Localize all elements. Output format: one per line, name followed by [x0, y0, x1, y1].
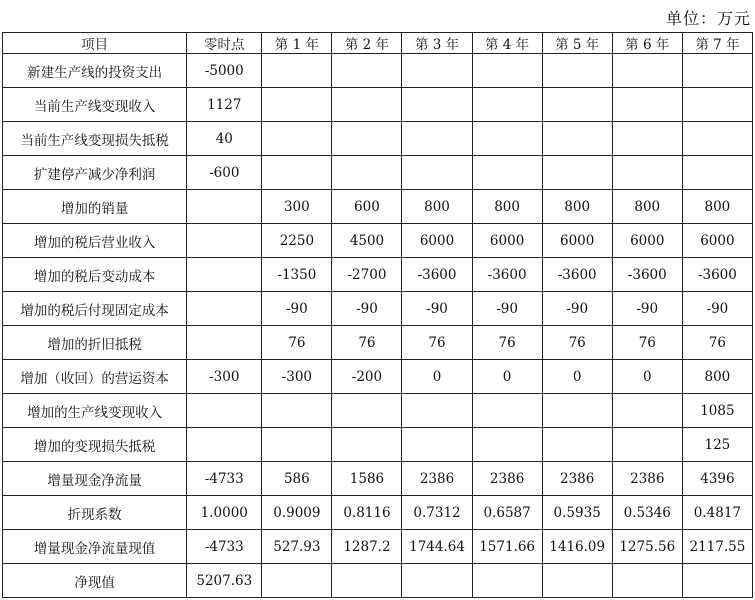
table-cell: 2386 — [542, 462, 612, 496]
table-cell: 800 — [612, 190, 682, 224]
table-cell: 800 — [402, 190, 472, 224]
table-cell: 2386 — [612, 462, 682, 496]
table-cell: -3600 — [402, 258, 472, 292]
table-row — [3, 496, 753, 530]
table-cell — [542, 394, 612, 428]
table-row — [3, 394, 753, 428]
table-cell: 76 — [542, 326, 612, 360]
row-label: 增加的折旧抵税 — [3, 326, 187, 360]
table-cell: -90 — [262, 292, 332, 326]
table-cell — [542, 88, 612, 122]
table-cell: -3600 — [542, 258, 612, 292]
table-cell: 0.9009 — [262, 496, 332, 530]
table-cell: 600 — [332, 190, 402, 224]
table-cell: 800 — [472, 190, 542, 224]
table-cell — [402, 564, 472, 598]
table-cell — [612, 428, 682, 462]
table-cell: 5207.63 — [187, 564, 262, 598]
table-cell — [612, 564, 682, 598]
table-cell: 586 — [262, 462, 332, 496]
table-cell — [612, 54, 682, 88]
table-cell — [262, 428, 332, 462]
column-header-period: 第 2 年 — [332, 33, 402, 54]
table-cell: 0.5346 — [612, 496, 682, 530]
table-cell: 0 — [402, 360, 472, 394]
table-cell: -3600 — [682, 258, 752, 292]
table-cell: 2386 — [402, 462, 472, 496]
column-header-period: 第 3 年 — [402, 33, 472, 54]
table-cell — [542, 564, 612, 598]
table-cell — [332, 122, 402, 156]
table-cell: -4733 — [187, 530, 262, 564]
table-cell: -90 — [612, 292, 682, 326]
table-cell: 6000 — [612, 224, 682, 258]
table-cell — [472, 394, 542, 428]
row-label: 增加的税后付现固定成本 — [3, 292, 187, 326]
table-cell — [187, 190, 262, 224]
table-cell: -90 — [542, 292, 612, 326]
table-cell: 76 — [402, 326, 472, 360]
table-cell — [402, 122, 472, 156]
table-cell — [187, 224, 262, 258]
table-cell — [402, 156, 472, 190]
row-label: 增加的税后营业收入 — [3, 224, 187, 258]
table-cell — [542, 54, 612, 88]
row-label: 当前生产线变现损失抵税 — [3, 122, 187, 156]
table-row — [3, 88, 753, 122]
table-cell: 800 — [542, 190, 612, 224]
column-header-period: 第 6 年 — [612, 33, 682, 54]
table-cell — [262, 122, 332, 156]
table-cell: 1586 — [332, 462, 402, 496]
table-cell: 2117.55 — [682, 530, 752, 564]
table-row — [3, 428, 753, 462]
column-header-period: 第 4 年 — [472, 33, 542, 54]
table-cell — [612, 88, 682, 122]
table-row — [3, 258, 753, 292]
unit-label: 单位：万元 — [665, 9, 751, 28]
table-cell: 125 — [682, 428, 752, 462]
table-cell — [262, 54, 332, 88]
table-cell — [332, 394, 402, 428]
table-cell — [402, 54, 472, 88]
table-cell: 4396 — [682, 462, 752, 496]
table-cell: 0.6587 — [472, 496, 542, 530]
table-cell — [187, 394, 262, 428]
table-cell: -300 — [262, 360, 332, 394]
table-row — [3, 564, 753, 598]
column-header-period: 第 5 年 — [542, 33, 612, 54]
table-cell — [187, 326, 262, 360]
column-header-period: 第 1 年 — [262, 33, 332, 54]
table-cell — [332, 88, 402, 122]
table-cell: 0 — [612, 360, 682, 394]
row-label: 增加（收回）的营运资本 — [3, 360, 187, 394]
table-cell: 800 — [682, 190, 752, 224]
table-row — [3, 292, 753, 326]
row-label: 新建生产线的投资支出 — [3, 54, 187, 88]
table-cell — [682, 564, 752, 598]
column-header-period: 第 7 年 — [682, 33, 752, 54]
table-cell: 1744.64 — [402, 530, 472, 564]
table-cell: 76 — [612, 326, 682, 360]
table-cell: 1416.09 — [542, 530, 612, 564]
table-cell: -3600 — [612, 258, 682, 292]
table-row — [3, 360, 753, 394]
table-cell — [187, 258, 262, 292]
table-row — [3, 190, 753, 224]
row-label: 扩建停产减少净利润 — [3, 156, 187, 190]
table-cell — [682, 88, 752, 122]
table-cell: 2386 — [472, 462, 542, 496]
table-cell: -600 — [187, 156, 262, 190]
table-cell: 0.5935 — [542, 496, 612, 530]
row-label: 增加的变现损失抵税 — [3, 428, 187, 462]
table-cell — [682, 54, 752, 88]
table-cell — [542, 122, 612, 156]
table-cell: 4500 — [332, 224, 402, 258]
table-cell: -300 — [187, 360, 262, 394]
table-cell — [472, 88, 542, 122]
table-cell — [472, 122, 542, 156]
table-cell — [187, 428, 262, 462]
table-cell: 76 — [472, 326, 542, 360]
table-cell: -90 — [332, 292, 402, 326]
table-cell — [472, 564, 542, 598]
table-cell: -90 — [682, 292, 752, 326]
table-row — [3, 54, 753, 88]
table-cell: 1085 — [682, 394, 752, 428]
row-label: 增加的销量 — [3, 190, 187, 224]
table-cell: 6000 — [472, 224, 542, 258]
table-cell: -1350 — [262, 258, 332, 292]
table-row — [3, 156, 753, 190]
table-cell: -200 — [332, 360, 402, 394]
table-cell: 6000 — [542, 224, 612, 258]
table-cell — [262, 394, 332, 428]
column-header-period: 零时点 — [187, 33, 262, 54]
table-cell: 0.7312 — [402, 496, 472, 530]
table-row — [3, 462, 753, 496]
table-cell — [612, 122, 682, 156]
table-cell: 2250 — [262, 224, 332, 258]
table-cell: 800 — [682, 360, 752, 394]
row-label: 当前生产线变现收入 — [3, 88, 187, 122]
table-cell — [332, 428, 402, 462]
cash-flow-table — [2, 32, 753, 598]
table-cell: 1287.2 — [332, 530, 402, 564]
table-row — [3, 224, 753, 258]
table-cell: -4733 — [187, 462, 262, 496]
table-cell — [472, 54, 542, 88]
table-cell — [187, 292, 262, 326]
table-cell: 0.8116 — [332, 496, 402, 530]
table-cell: 0 — [472, 360, 542, 394]
table-cell — [332, 156, 402, 190]
row-label: 净现值 — [3, 564, 187, 598]
table-cell: -90 — [402, 292, 472, 326]
row-label: 增加的税后变动成本 — [3, 258, 187, 292]
table-cell: -90 — [472, 292, 542, 326]
table-cell — [262, 88, 332, 122]
table-cell: -5000 — [187, 54, 262, 88]
table-cell — [472, 156, 542, 190]
table-cell: 1.0000 — [187, 496, 262, 530]
table-cell — [472, 428, 542, 462]
table-cell — [542, 428, 612, 462]
table-cell: 40 — [187, 122, 262, 156]
table-cell — [682, 156, 752, 190]
table-cell: 0 — [542, 360, 612, 394]
table-cell: -2700 — [332, 258, 402, 292]
table-cell — [612, 394, 682, 428]
table-cell — [332, 54, 402, 88]
table-cell: 6000 — [682, 224, 752, 258]
table-cell — [402, 88, 472, 122]
table-cell — [542, 156, 612, 190]
table-cell: 6000 — [402, 224, 472, 258]
table-cell: 76 — [682, 326, 752, 360]
table-header-row — [3, 33, 753, 54]
table-cell: 1127 — [187, 88, 262, 122]
table-cell — [262, 564, 332, 598]
table-cell: 0.4817 — [682, 496, 752, 530]
table-body — [3, 54, 753, 598]
table-cell — [332, 564, 402, 598]
table-row — [3, 326, 753, 360]
table-cell — [402, 428, 472, 462]
table-cell: 1275.56 — [612, 530, 682, 564]
table-cell: 76 — [332, 326, 402, 360]
table-cell: 1571.66 — [472, 530, 542, 564]
table-cell — [402, 394, 472, 428]
table-cell: 527.93 — [262, 530, 332, 564]
table-cell: 300 — [262, 190, 332, 224]
row-label: 增量现金净流量现值 — [3, 530, 187, 564]
table-row — [3, 122, 753, 156]
row-label: 增量现金净流量 — [3, 462, 187, 496]
row-label: 增加的生产线变现收入 — [3, 394, 187, 428]
row-label: 折现系数 — [3, 496, 187, 530]
table-row — [3, 530, 753, 564]
table-cell — [262, 156, 332, 190]
column-header-item: 项目 — [3, 33, 187, 54]
table-cell: -3600 — [472, 258, 542, 292]
table-cell — [682, 122, 752, 156]
table-cell — [612, 156, 682, 190]
table-cell: 76 — [262, 326, 332, 360]
